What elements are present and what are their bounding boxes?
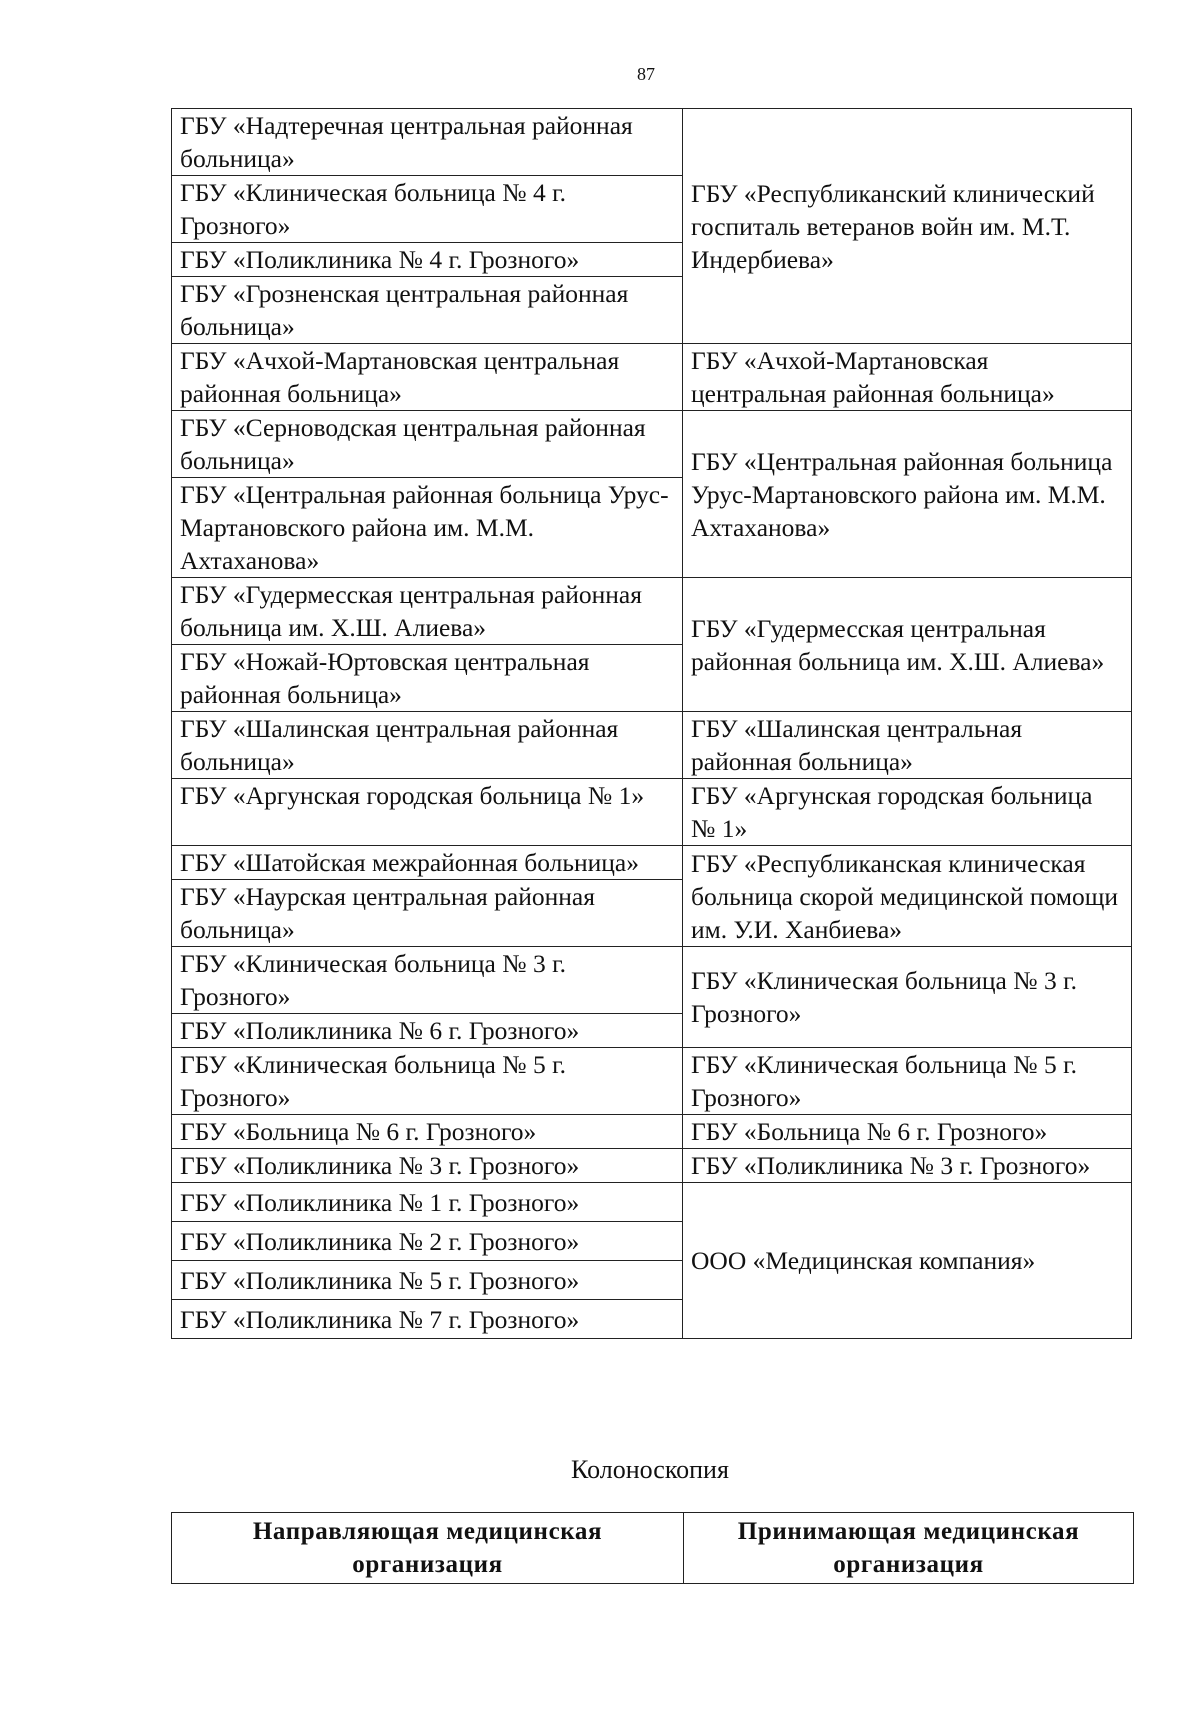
receiver-cell: ГБУ «Центральная районная больница Урус-Мартановского района им. М.М. Ахтаханова» [683, 411, 1132, 578]
sender-cell: ГБУ «Клиническая больница № 4 г. Грозного» [172, 176, 683, 243]
sender-cell: ГБУ «Поликлиника № 4 г. Грозного» [172, 243, 683, 277]
sender-cell: ГБУ «Поликлиника № 1 г. Грозного» [172, 1183, 683, 1222]
table-row [172, 1183, 1132, 1222]
table-row [172, 1513, 1134, 1584]
sender-cell: ГБУ «Клиническая больница № 5 г. Грозного» [172, 1048, 683, 1115]
referral-table [171, 108, 1132, 1339]
table-row [172, 712, 1132, 779]
page-number: 87 [637, 64, 655, 84]
receiver-cell: ГБУ «Аргунская городская больница № 1» [683, 779, 1132, 846]
receiver-cell: ГБУ «Гудермесская центральная районная больница им. Х.Ш. Алиева» [683, 578, 1132, 712]
receiver-cell: ГБУ «Республиканский клинический госпиталь ветеранов войн им. М.Т. Индербиева» [683, 109, 1132, 344]
table-row [172, 578, 1132, 645]
section-title: Колоноскопия [571, 1455, 729, 1484]
sender-cell: ГБУ «Грозненская центральная районная больница» [172, 277, 683, 344]
table-row [172, 846, 1132, 880]
receiver-cell: ГБУ «Республиканская клиническая больница скорой медицинской помощи им. У.И. Ханбиева» [683, 846, 1132, 947]
sender-cell: ГБУ «Наурская центральная районная больница» [172, 880, 683, 947]
sender-cell: ГБУ «Поликлиника № 3 г. Грозного» [172, 1149, 683, 1183]
table-row [172, 411, 1132, 478]
table-row [172, 109, 1132, 176]
receiver-cell: ГБУ «Поликлиника № 3 г. Грозного» [683, 1149, 1132, 1183]
sender-cell: ГБУ «Серноводская центральная районная больница» [172, 411, 683, 478]
sender-cell: ГБУ «Клиническая больница № 3 г. Грозного» [172, 947, 683, 1014]
table-row [172, 1115, 1132, 1149]
table-row [172, 947, 1132, 1014]
table-row [172, 779, 1132, 846]
sender-cell: ГБУ «Шалинская центральная районная больница» [172, 712, 683, 779]
sender-cell: ГБУ «Гудермесская центральная районная больница им. Х.Ш. Алиева» [172, 578, 683, 645]
receiver-cell: ГБУ «Больница № 6 г. Грозного» [683, 1115, 1132, 1149]
sender-cell: ГБУ «Поликлиника № 6 г. Грозного» [172, 1014, 683, 1048]
sender-cell: ГБУ «Поликлиника № 5 г. Грозного» [172, 1261, 683, 1300]
receiver-cell: ООО «Медицинская компания» [683, 1183, 1132, 1339]
sender-cell: ГБУ «Ачхой-Мартановская центральная районная больница» [172, 344, 683, 411]
sender-cell: ГБУ «Аргунская городская больница № 1» [172, 779, 683, 846]
sender-cell: ГБУ «Шатойская межрайонная больница» [172, 846, 683, 880]
sender-cell: ГБУ «Центральная районная больница Урус-Мартановского района им. М.М. Ахтаханова» [172, 478, 683, 578]
table-row [172, 344, 1132, 411]
receiver-cell: ГБУ «Клиническая больница № 5 г. Грозного» [683, 1048, 1132, 1115]
receiver-cell: ГБУ «Клиническая больница № 3 г. Грозного» [683, 947, 1132, 1048]
sender-cell: ГБУ «Надтеречная центральная районная больница» [172, 109, 683, 176]
header-cell-receiver: Принимающая медицинская организация [684, 1513, 1134, 1584]
header-cell-sender: Направляющая медицинская организация [172, 1513, 684, 1584]
sender-cell: ГБУ «Больница № 6 г. Грозного» [172, 1115, 683, 1149]
table-row [172, 1149, 1132, 1183]
sender-cell: ГБУ «Поликлиника № 7 г. Грозного» [172, 1300, 683, 1339]
receiver-cell: ГБУ «Шалинская центральная районная больница» [683, 712, 1132, 779]
receiver-cell: ГБУ «Ачхой-Мартановская центральная районная больница» [683, 344, 1132, 411]
table-row [172, 1048, 1132, 1115]
sender-cell: ГБУ «Поликлиника № 2 г. Грозного» [172, 1222, 683, 1261]
sender-cell: ГБУ «Ножай-Юртовская центральная районная больница» [172, 645, 683, 712]
colonoscopy-table-header [171, 1512, 1134, 1584]
